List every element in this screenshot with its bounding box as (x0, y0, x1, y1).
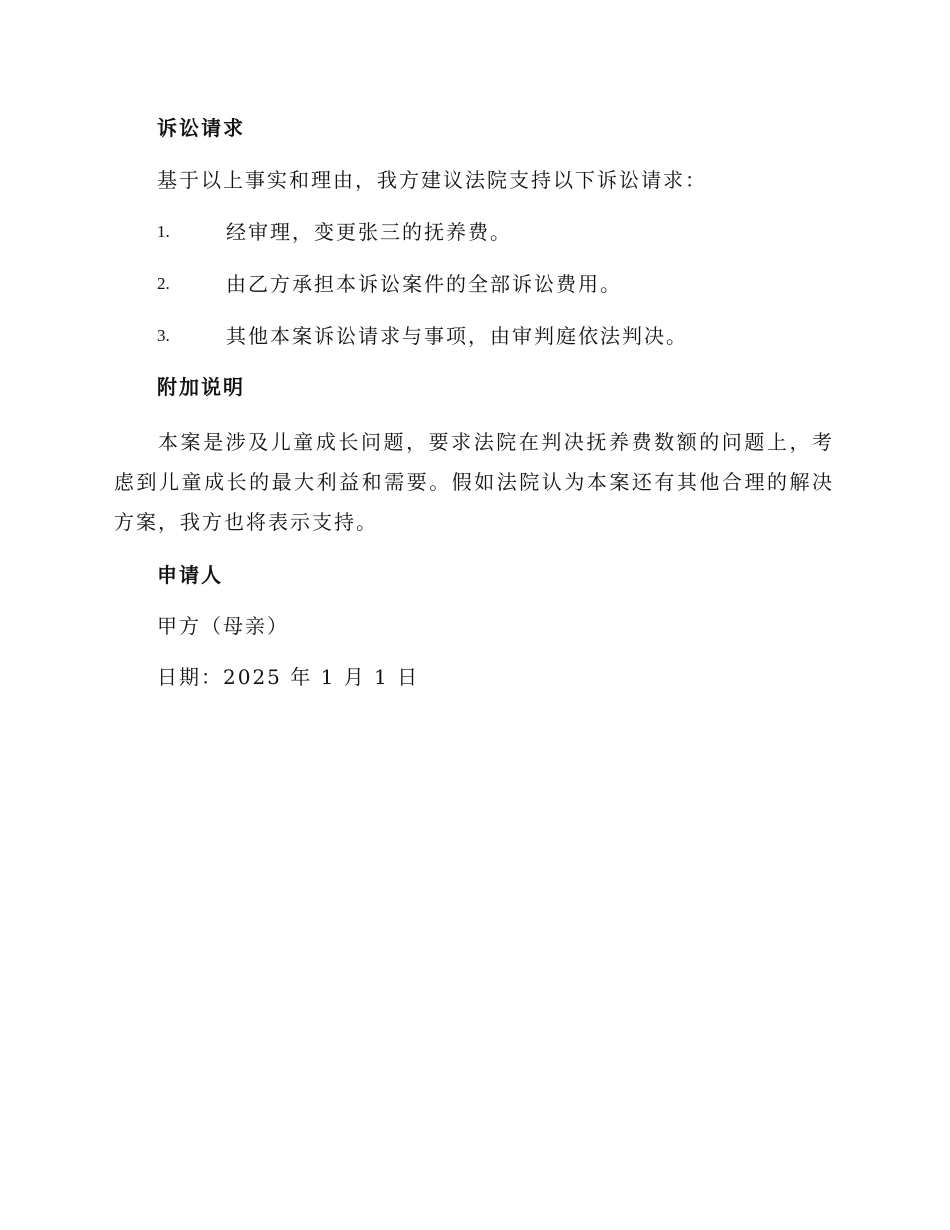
claim-item-text: 经审理，变更张三的抚养费。 (226, 220, 512, 244)
claim-item-number: 3. (157, 326, 170, 345)
claims-intro: 基于以上事实和理由，我方建议法院支持以下诉讼请求： (157, 168, 707, 192)
claim-item-text: 由乙方承担本诉讼案件的全部诉讼费用。 (226, 272, 622, 296)
application-date: 日期：2025 年 1 月 1 日 (157, 665, 420, 689)
section-heading-applicant: 申请人 (157, 563, 223, 587)
applicant-name: 甲方（母亲） (157, 614, 289, 638)
section-heading-claims: 诉讼请求 (157, 116, 245, 140)
claim-item-number: 2. (157, 274, 170, 293)
notes-paragraph: 本案是涉及儿童成长问题，要求法院在判决抚养费数额的问题上，考虑到儿童成长的最大利益和需要。假如法院认为本案还有其他合理的解决方案，我方也将表示支持。 (114, 430, 834, 534)
section-heading-notes: 附加说明 (157, 375, 245, 399)
claim-item-text: 其他本案诉讼请求与事项，由审判庭依法判决。 (226, 324, 688, 348)
claim-item-number: 1. (157, 222, 170, 241)
